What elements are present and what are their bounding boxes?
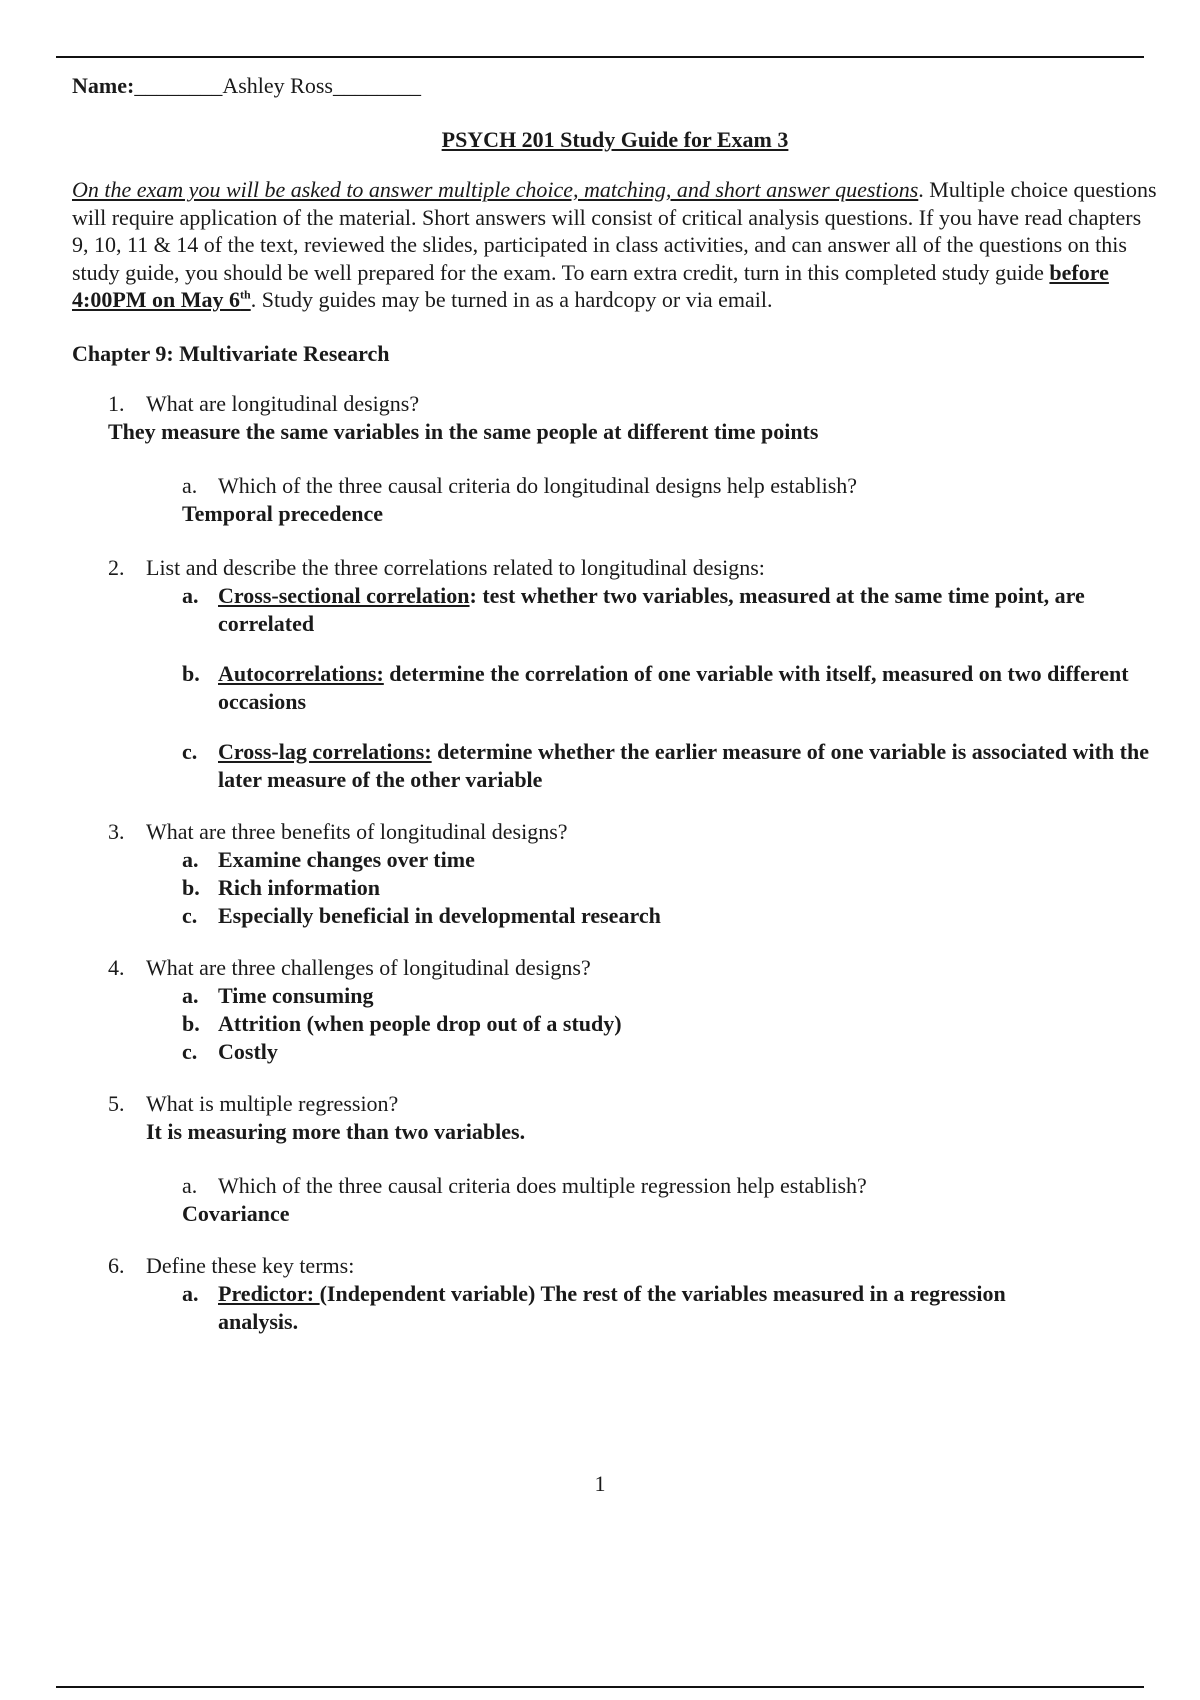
question-2-prompt xyxy=(72,554,1172,582)
item-label: c. xyxy=(182,738,198,764)
question-5-prompt xyxy=(72,1090,1172,1118)
question-5 xyxy=(72,1090,1172,1228)
name-blank-left: ________ xyxy=(134,73,223,98)
item-description: determine whether the earlier measure of one variable is associated with the later measure of the other variable xyxy=(218,738,1149,792)
question-6-prompt xyxy=(72,1252,1172,1280)
item-label: b. xyxy=(182,1010,200,1036)
item-term: Predictor: xyxy=(218,1280,320,1306)
item-term: Autocorrelations: xyxy=(218,660,384,686)
list-item xyxy=(72,1038,1172,1066)
item-label: b. xyxy=(182,660,200,686)
item-term: Cross-lag correlations: xyxy=(218,738,432,764)
sub-label: a. xyxy=(182,472,198,498)
question-1 xyxy=(72,390,1172,528)
question-1a-prompt xyxy=(72,472,1172,500)
question-number: 4. xyxy=(108,954,125,980)
deadline-text: before 4:00PM on May 6 xyxy=(72,259,1109,312)
document-page xyxy=(72,72,1172,1336)
item-description: determine the correlation of one variable with itself, measured on two different occasions xyxy=(218,660,1129,714)
name-blank-right: ________ xyxy=(332,73,421,98)
item-label: a. xyxy=(182,846,199,872)
item-description: (Independent variable) The rest of the variables measured in a regression analysis. xyxy=(218,1280,1006,1334)
intro-emphasis: On the exam you will be asked to answer multiple choice, matching, and short answer questions xyxy=(72,177,919,202)
item-label: a. xyxy=(182,1280,199,1306)
question-4 xyxy=(72,954,1172,1066)
list-item xyxy=(72,902,1172,930)
question-number: 5. xyxy=(108,1090,125,1116)
list-item xyxy=(72,846,1172,874)
list-item xyxy=(72,660,1172,716)
question-text: What are three benefits of longitudinal designs? xyxy=(146,818,568,844)
item-label: a. xyxy=(182,582,199,608)
list-item xyxy=(72,582,1172,638)
list-item xyxy=(72,1010,1172,1038)
name-label: Name: xyxy=(72,73,135,98)
item-description: : test whether two variables, measured at the same time point, are correlated xyxy=(218,582,1085,636)
question-6 xyxy=(72,1252,1172,1336)
page-title: PSYCH 201 Study Guide for Exam 3 xyxy=(441,127,789,152)
item-label: b. xyxy=(182,874,200,900)
question-1-prompt xyxy=(72,390,1172,418)
item-text: Examine changes over time xyxy=(218,846,475,872)
intro-body-2: . Study guides may be turned in as a hardcopy or via email. xyxy=(250,287,773,312)
question-1a-answer: Temporal precedence xyxy=(182,500,384,526)
list-item xyxy=(72,738,1172,794)
sub-label: a. xyxy=(182,1172,198,1198)
student-name: Ashley Ross xyxy=(222,73,333,98)
question-number: 1. xyxy=(108,390,125,416)
question-number: 3. xyxy=(108,818,125,844)
deadline-suffix: th xyxy=(240,287,251,302)
question-1-answer: They measure the same variables in the same people at different time points xyxy=(108,418,819,444)
question-4-prompt xyxy=(72,954,1172,982)
list-item xyxy=(72,1280,1172,1336)
question-text: What is multiple regression? xyxy=(146,1090,399,1116)
item-label: c. xyxy=(182,1038,198,1064)
question-text: What are three challenges of longitudinal designs? xyxy=(146,954,591,980)
item-label: c. xyxy=(182,902,198,928)
chapter-heading: Chapter 9: Multivariate Research xyxy=(72,340,390,366)
list-item xyxy=(72,982,1172,1010)
question-5a-prompt xyxy=(72,1172,1172,1200)
sub-text: Which of the three causal criteria do longitudinal designs help establish? xyxy=(218,472,858,498)
intro-body-1: . Multiple choice questions will require application of the material. Short answers will consist of critical analysis questions. If you have read chapters 9, 10, 11 & 14 of the text, reviewed the slides, participated in class activities, and can answer all of the questions on this study guide, you should be well prepared for the exam. To earn extra credit, turn in this completed study guide xyxy=(72,177,1157,285)
question-text: What are longitudinal designs? xyxy=(146,390,420,416)
item-text: Rich information xyxy=(218,874,380,900)
question-text: List and describe the three correlations related to longitudinal designs: xyxy=(146,554,765,580)
question-3-prompt xyxy=(72,818,1172,846)
item-text: Costly xyxy=(218,1038,278,1064)
item-label: a. xyxy=(182,982,199,1008)
item-text: Time consuming xyxy=(218,982,374,1008)
sub-text: Which of the three causal criteria does multiple regression help establish? xyxy=(218,1172,867,1198)
item-term: Cross-sectional correlation xyxy=(218,582,470,608)
question-5a-answer: Covariance xyxy=(182,1200,290,1226)
question-text: Define these key terms: xyxy=(146,1252,355,1278)
question-number: 2. xyxy=(108,554,125,580)
intro-paragraph xyxy=(72,176,1162,314)
name-line xyxy=(72,72,1172,106)
item-text: Attrition (when people drop out of a study) xyxy=(218,1010,622,1036)
question-number: 6. xyxy=(108,1252,125,1278)
list-item xyxy=(72,874,1172,902)
page-number: 1 xyxy=(594,1471,606,1496)
item-text: Especially beneficial in developmental research xyxy=(218,902,661,928)
question-2 xyxy=(72,554,1172,794)
question-5-answer: It is measuring more than two variables. xyxy=(146,1118,526,1144)
question-3 xyxy=(72,818,1172,930)
bottom-rule xyxy=(56,1686,1144,1688)
top-rule xyxy=(56,56,1144,58)
